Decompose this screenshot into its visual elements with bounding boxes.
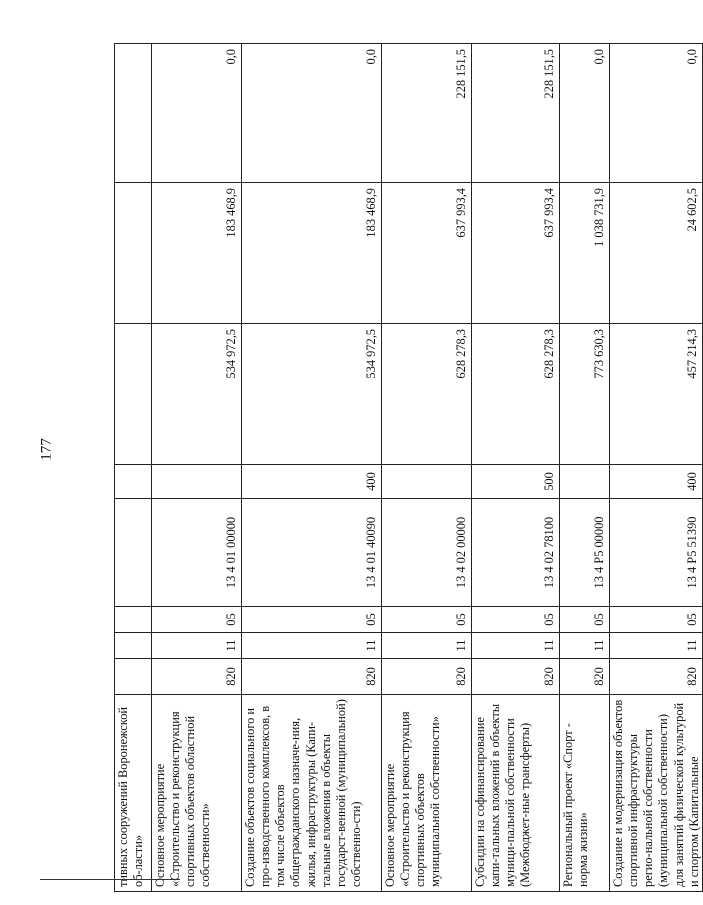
subsection-code-cell: 05 (242, 607, 382, 633)
section-code-cell (115, 633, 152, 659)
grbs-code-cell: 820 (242, 659, 382, 695)
amount-year2-cell: 183 468,9 (152, 183, 242, 324)
amount-year1-cell: 628 278,3 (382, 324, 472, 465)
section-code-cell: 11 (152, 633, 242, 659)
section-code-cell: 11 (382, 633, 472, 659)
grbs-code-cell: 820 (382, 659, 472, 695)
section-code-cell: 11 (472, 633, 560, 659)
amount-year3-cell: 0,0 (610, 44, 703, 183)
grbs-code-cell (115, 659, 152, 695)
expense-type-cell: 400 (242, 465, 382, 499)
section-code-cell: 11 (610, 633, 703, 659)
grbs-code-cell: 820 (610, 659, 703, 695)
expense-type-cell (115, 465, 152, 499)
table-row (242, 44, 382, 892)
grbs-code-cell: 820 (472, 659, 560, 695)
amount-year2-cell (115, 183, 152, 324)
section-code-cell: 11 (560, 633, 610, 659)
budget-table-container (114, 44, 701, 892)
amount-year3-cell: 0,0 (242, 44, 382, 183)
target-article-cell (115, 499, 152, 607)
target-article-cell: 13 4 02 78100 (472, 499, 560, 607)
amount-year3-cell: 0,0 (560, 44, 610, 183)
page-number: 177 (38, 438, 55, 461)
row-name-cell: Основное мероприятие «Строительство и реконструкция спортивных объектов муниципальной собственности» (382, 695, 472, 892)
table-row (560, 44, 610, 892)
subsection-code-cell: 05 (152, 607, 242, 633)
expense-type-cell: 400 (610, 465, 703, 499)
section-code-cell: 11 (242, 633, 382, 659)
subsection-code-cell: 05 (610, 607, 703, 633)
amount-year1-cell: 534 972,5 (152, 324, 242, 465)
expense-type-cell (560, 465, 610, 499)
amount-year3-cell: 0,0 (152, 44, 242, 183)
grbs-code-cell: 820 (152, 659, 242, 695)
row-name-cell: Субсидии на софинансирование капи-тальных вложений в объекты муници-пальной собственности (Межбюджет-ные трансферты) (472, 695, 560, 892)
row-name-cell: Создание объектов социального и про-изводственного комплексов, в том числе объектов общегражданского назначе-ния, жилья, инфраструктуры (Капи-тальные вложения в объекты государст-венной (муниципальной) собственно-сти) (242, 695, 382, 892)
amount-year3-cell (115, 44, 152, 183)
expense-type-cell (382, 465, 472, 499)
amount-year2-cell: 1 038 731,9 (560, 183, 610, 324)
budget-table (114, 43, 703, 892)
footnote-separator (40, 879, 180, 880)
amount-year2-cell: 637 993,4 (472, 183, 560, 324)
row-name-cell: Региональный проект «Спорт - норма жизни» (560, 695, 610, 892)
expense-type-cell (152, 465, 242, 499)
amount-year2-cell: 637 993,4 (382, 183, 472, 324)
amount-year3-cell: 228 151,5 (472, 44, 560, 183)
table-row (472, 44, 560, 892)
subsection-code-cell: 05 (560, 607, 610, 633)
amount-year1-cell: 534 972,5 (242, 324, 382, 465)
expense-type-cell: 500 (472, 465, 560, 499)
amount-year1-cell: 773 630,3 (560, 324, 610, 465)
table-body (115, 44, 703, 892)
subsection-code-cell: 05 (382, 607, 472, 633)
row-name-cell: Основное мероприятие «Строительство и реконструкция спортивных объектов областной собственности» (152, 695, 242, 892)
subsection-code-cell: 05 (472, 607, 560, 633)
amount-year1-cell (115, 324, 152, 465)
table-row (610, 44, 703, 892)
grbs-code-cell: 820 (560, 659, 610, 695)
amount-year1-cell: 628 278,3 (472, 324, 560, 465)
amount-year1-cell: 457 214,3 (610, 324, 703, 465)
table-row (115, 44, 152, 892)
row-name-cell: тивных сооружений Воронежской об-ласти» (115, 695, 152, 892)
amount-year2-cell: 24 602,5 (610, 183, 703, 324)
target-article-cell: 13 4 01 00000 (152, 499, 242, 607)
subsection-code-cell (115, 607, 152, 633)
table-row (382, 44, 472, 892)
target-article-cell: 13 4 01 40090 (242, 499, 382, 607)
table-row (152, 44, 242, 892)
target-article-cell: 13 4 P5 51390 (610, 499, 703, 607)
amount-year3-cell: 228 151,5 (382, 44, 472, 183)
target-article-cell: 13 4 P5 00000 (560, 499, 610, 607)
row-name-cell: Создание и модернизация объектов спортивной инфраструктуры регио-нальной собственности (муниципальной собственности) для занятий физической культурой и спортом (Капитальные (610, 695, 703, 892)
amount-year2-cell: 183 468,9 (242, 183, 382, 324)
target-article-cell: 13 4 02 00000 (382, 499, 472, 607)
